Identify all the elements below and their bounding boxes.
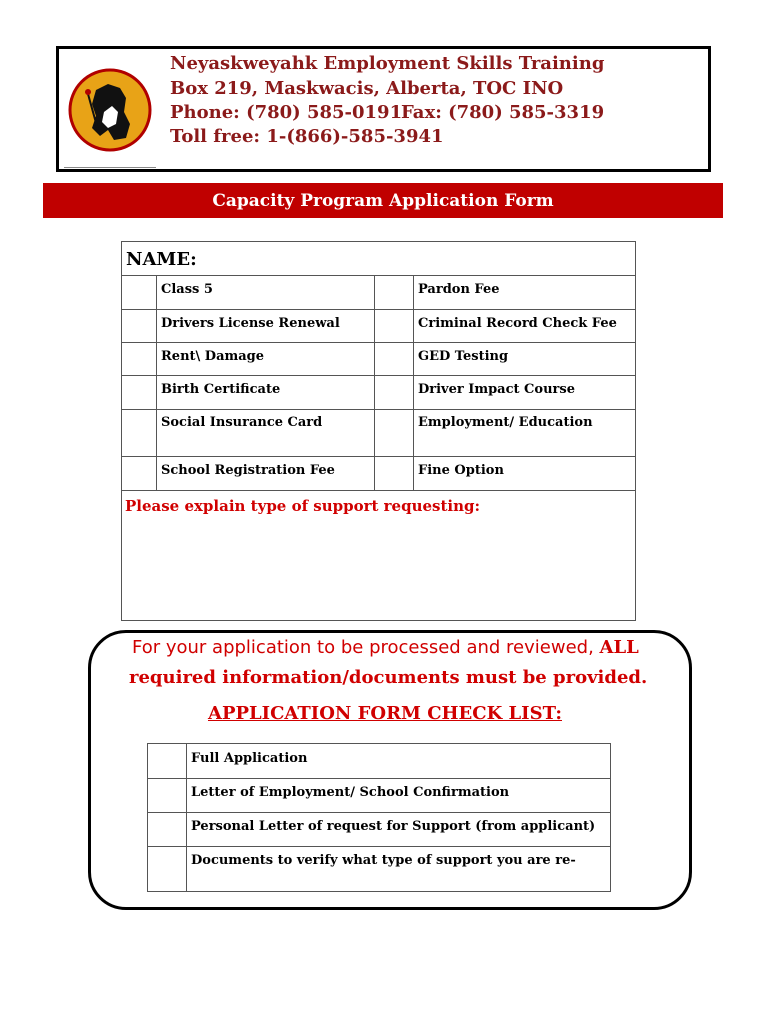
org-phone: Phone: (780) 585-0191: [170, 102, 403, 123]
name-label: NAME:: [126, 249, 197, 270]
notice-text: For your application to be processed and reviewed,: [132, 637, 594, 658]
checkbox-social-insurance-card[interactable]: [124, 410, 154, 455]
option-label: School Registration Fee: [161, 463, 335, 478]
logo-divider: [64, 167, 156, 168]
checklist-title-text: APPLICATION FORM CHECK LIST:: [207, 703, 562, 724]
org-address: Box 219, Maskwacis, Alberta, TOC INO: [170, 78, 564, 99]
option-label: Employment/ Education: [418, 415, 593, 430]
row-divider: [148, 812, 610, 813]
option-label: Rent\ Damage: [161, 349, 265, 364]
checkbox-full-application[interactable]: [150, 745, 184, 777]
checkbox-ged-testing[interactable]: [378, 343, 412, 375]
checkbox-class-5[interactable]: [124, 276, 154, 308]
row-divider: [122, 490, 635, 491]
checkbox-verification-documents[interactable]: [150, 847, 184, 889]
checklist-title: [0, 703, 770, 724]
support-explanation-field[interactable]: [124, 518, 633, 618]
column-divider: [413, 275, 414, 490]
option-label: Criminal Record Check Fee: [418, 316, 617, 331]
support-explanation-label: Please explain type of support requesting:: [125, 497, 481, 515]
form-title-banner: [43, 183, 723, 218]
row-divider: [148, 778, 610, 779]
checkbox-pardon-fee[interactable]: [378, 276, 412, 308]
checkbox-personal-letter[interactable]: [150, 813, 184, 845]
checkbox-criminal-record-check-fee[interactable]: [378, 310, 412, 342]
checklist-table: [147, 743, 611, 892]
org-fax: Fax: (780) 585-3319: [401, 102, 605, 123]
option-label: Pardon Fee: [418, 282, 500, 297]
form-title: Capacity Program Application Form: [212, 190, 554, 211]
support-options-table: [121, 241, 636, 621]
row-divider: [148, 846, 610, 847]
checklist-item: Personal Letter of request for Support (from applicant): [191, 819, 596, 834]
option-label: GED Testing: [418, 349, 509, 364]
column-divider: [156, 275, 157, 490]
checkbox-rent-damage[interactable]: [124, 343, 154, 375]
option-label: Drivers License Renewal: [161, 316, 340, 331]
option-label: Fine Option: [418, 463, 504, 478]
notice-line-2: required information/documents must be provided.: [129, 667, 648, 688]
checklist-item: Documents to verify what type of support you are re-: [191, 853, 576, 868]
org-toll-free: Toll free: 1-(866)-585-3941: [170, 126, 444, 147]
checklist-item: Letter of Employment/ School Confirmation: [191, 785, 510, 800]
org-name: Neyaskweyahk Employment Skills Training: [170, 53, 605, 74]
option-label: Birth Certificate: [161, 382, 281, 397]
notice-line-1: [132, 637, 639, 658]
checkbox-employment-confirmation[interactable]: [150, 779, 184, 811]
checkbox-drivers-license-renewal[interactable]: [124, 310, 154, 342]
checkbox-employment-education[interactable]: [378, 410, 412, 455]
column-divider: [374, 275, 375, 490]
checklist-item: Full Application: [191, 751, 308, 766]
notice-emphasis: ALL: [599, 637, 639, 658]
option-label: Class 5: [161, 282, 213, 297]
checkbox-driver-impact-course[interactable]: [378, 376, 412, 408]
option-label: Driver Impact Course: [418, 382, 575, 397]
checkbox-school-registration-fee[interactable]: [124, 457, 154, 489]
checkbox-birth-certificate[interactable]: [124, 376, 154, 408]
option-label: Social Insurance Card: [161, 415, 323, 430]
checkbox-fine-option[interactable]: [378, 457, 412, 489]
organization-logo: [68, 68, 152, 152]
column-divider: [186, 744, 187, 891]
